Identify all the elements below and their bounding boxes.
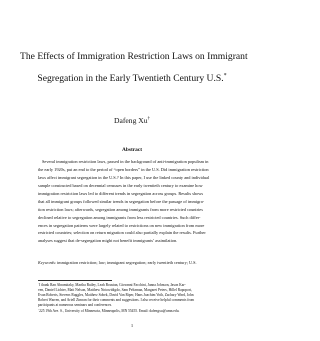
title-line-1: The Effects of Immigration Restriction Laws on Immigrant (20, 51, 248, 62)
abstract-line: the early 1920s, put an end to the period of “open borders” in the U.S. Did immigration restriction (38, 166, 209, 172)
page-number: 1 (130, 323, 134, 328)
footnote-star-marker: * (38, 283, 40, 285)
footnote-acknowledgment-line: Evan Roberts, Stevens Ruggles, Matthew Sobek, David Van Riper, Hans Joachim Voth, Zachary Ward, John (38, 293, 194, 297)
abstract-line: tion restriction laws; afterwards, segregation among immigrants from more restricted countries (38, 206, 203, 212)
title-footnote-marker: * (223, 72, 227, 79)
footnote-acknowledgment: *I thank Ran Abramitzky, Martha Bailey, Leah Boustan, Giovanni Facchini, Janna Johnson, Jason Kar- (38, 283, 186, 287)
abstract-line: immigration restriction laws led to different trends in segregation across groups. Results shows (38, 190, 204, 196)
footnote-dagger-marker: † (38, 309, 40, 311)
abstract-line: analyses suggest that de-segregation might not benefit immigrants’ assimilation. (38, 238, 178, 244)
footnote-acknowledgment-line: ven, Daniel Lichter, Matt Nelson, Matthew Notowidigdo, Sam Peltzman, Margaret Peters, Hillel Rapoport, (38, 288, 192, 292)
keywords-text: : immigration restriction; law; immigrant segregation; early twentieth century; U.S. (54, 260, 197, 265)
abstract-line: declined relative to segregation among immigrants from less restricted countries. Such differ- (38, 214, 201, 220)
abstract-line: sample constructed based on decennial censuses in the early twentieth century to examine how (38, 182, 203, 188)
abstract-line: that all immigrant groups followed similar trends in segregation before the passage of immigra- (38, 198, 205, 204)
abstract-line: Several immigration restriction laws, passed in the background of anti-immigration populism in (42, 159, 209, 164)
footnote-affiliation: †225 19th Ave. S., University of Minnesota, Minneapolis, MN 55455. Email: dafengxu@umn.edu. (38, 309, 180, 313)
abstract-line: laws affect immigrant segregation in the U.S.? In this paper, I use the linked county and individual (38, 174, 210, 180)
author-footnote-marker: † (147, 116, 150, 122)
keywords-label: Keywords (38, 260, 55, 265)
abstract-line: ences in segregation patterns were largely related to restrictions on new immigration from more (38, 222, 205, 228)
footnote-rule (38, 280, 112, 281)
abstract-heading: Abstract (121, 147, 143, 153)
title-line-2: Segregation in the Early Twentieth Century U.S.* (37, 72, 227, 84)
keywords (38, 260, 229, 265)
abstract-body (38, 158, 229, 245)
footnote-acknowledgment-line: participants at numerous seminars and conferences. (38, 303, 113, 307)
abstract-line: restricted countries; selection on return migration could also partially explain the results. Further (38, 230, 206, 236)
footnote-acknowledgment-line: Robert Warren, and Ariell Zimran for their comments and suggestions. I also receive helpful comments from (38, 298, 195, 302)
author-name: Dafeng Xu† (114, 116, 150, 125)
